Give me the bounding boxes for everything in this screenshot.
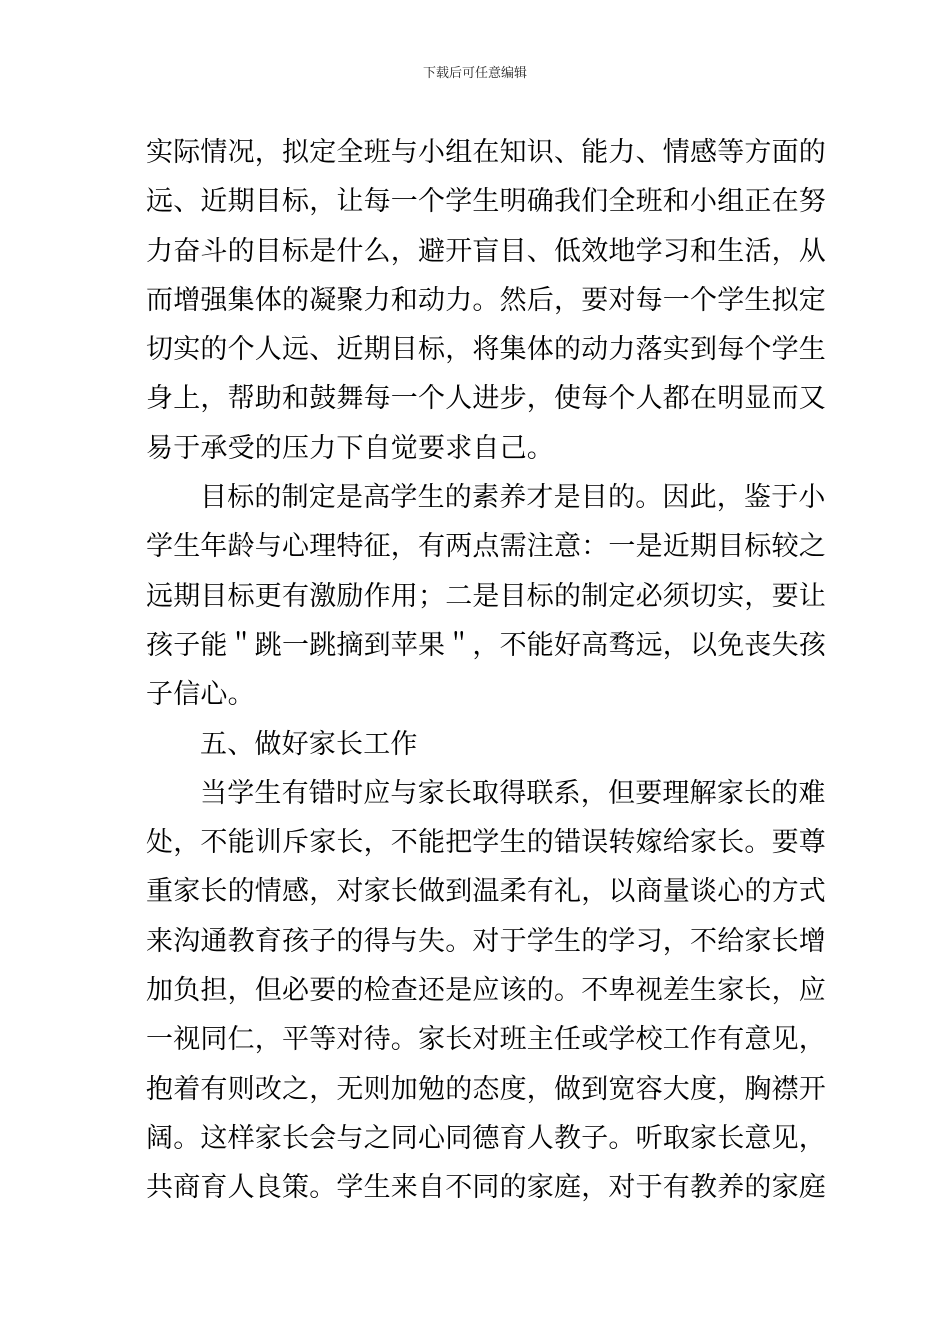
text-line: 重家长的情感，对家长做到温柔有礼，以商量谈心的方式 <box>146 876 826 908</box>
text-line: 而增强集体的凝聚力和动力。然后，要对每一个学生拟定 <box>146 284 826 316</box>
text-line: 子信心。 <box>146 679 255 711</box>
text-line: 处，不能训斥家长，不能把学生的错误转嫁给家长。要尊 <box>146 827 826 859</box>
text-line: 孩子能＂跳一跳摘到苹果＂，不能好高骛远，以免丧失孩 <box>146 629 826 661</box>
text-line: 抱着有则改之，无则加勉的态度，做到宽容大度，胸襟开 <box>146 1073 826 1105</box>
text-line: 力奋斗的目标是什么，避开盲目、低效地学习和生活，从 <box>146 235 826 267</box>
text-line: 来沟通教育孩子的得与失。对于学生的学习，不给家长增 <box>146 925 826 957</box>
text-line: 一视同仁，平等对待。家长对班主任或学校工作有意见， <box>146 1024 826 1056</box>
text-line: 远、近期目标，让每一个学生明确我们全班和小组正在努 <box>146 186 826 218</box>
text-line: 加负担，但必要的检查还是应该的。不卑视差生家长，应 <box>146 975 826 1007</box>
text-line: 远期目标更有激励作用；二是目标的制定必须切实，要让 <box>146 580 826 612</box>
text-line: 易于承受的压力下自觉要求自己。 <box>146 432 554 464</box>
text-line: 切实的个人远、近期目标，将集体的动力落实到每个学生 <box>146 334 826 366</box>
text-line: 实际情况，拟定全班与小组在知识、能力、情感等方面的 <box>146 137 826 168</box>
text-line: 共商育人良策。学生来自不同的家庭，对于有教养的家庭 <box>146 1172 826 1204</box>
paragraph-start-line: 当学生有错时应与家长取得联系，但要理解家长的难 <box>200 777 826 809</box>
text-line: 学生年龄与心理特征，有两点需注意：一是近期目标较之 <box>146 531 826 563</box>
text-line: 阔。这样家长会与之同心同德育人教子。听取家长意见， <box>146 1122 826 1154</box>
page-header: 下载后可任意编辑 <box>422 66 527 81</box>
text-line: 身上，帮助和鼓舞每一个人进步，使每个人都在明显而又 <box>146 383 826 415</box>
body-text <box>146 128 826 1213</box>
paragraph-start-line: 目标的制定是高学生的素养才是目的。因此，鉴于小 <box>200 482 826 514</box>
section-heading: 五、做好家长工作 <box>200 728 418 760</box>
